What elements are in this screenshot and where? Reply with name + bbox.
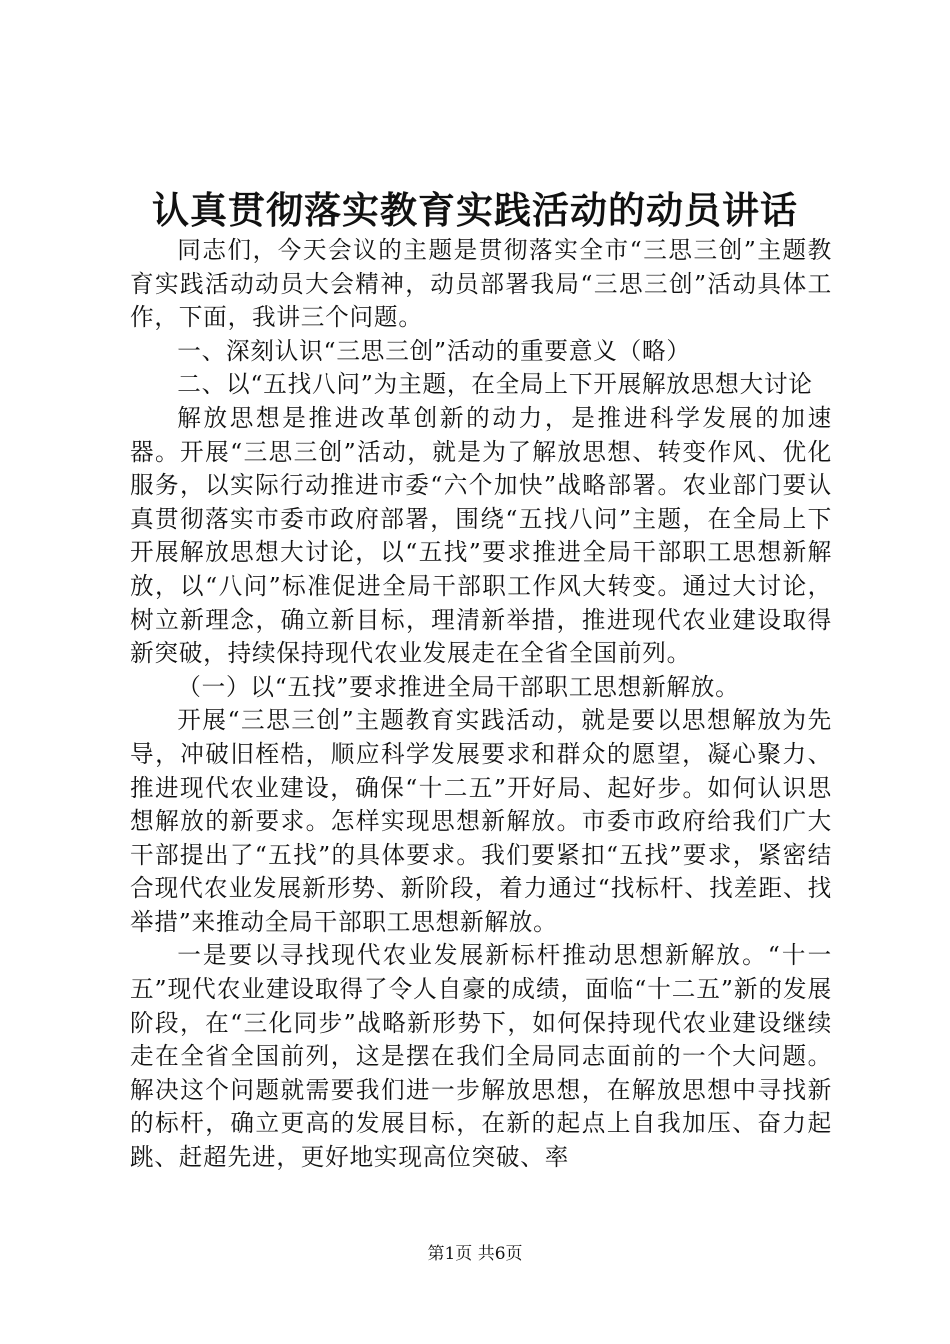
paragraph-benchmark: 一是要以寻找现代农业发展新标杆推动思想新解放。“十一五”现代农业建设取得了令人自豪的成绩，面临“十二五”新的发展阶段，在“三化同步”战略新形势下，如何保持现代农业建设继续走在全省全国前列，这是摆在我们全局同志面前的一个大问题。解决这个问题就需要我们进一步解放思想，在解放思想中寻找新的标杆，确立更高的发展目标，在新的起点上自我加压、奋力起跳、赶超先进，更好地实现高位突破、率 (130, 941, 832, 1172)
document-title: 认真贯彻落实教育实践活动的动员讲话 (152, 188, 798, 232)
paragraph-activity: 开展“三思三创”主题教育实践活动，就是要以思想解放为先导，冲破旧桎梏，顺应科学发展要求和群众的愿望，凝心聚力、推进现代农业建设，确保“十二五”开好局、起好步。如何认识思想解放的新要求。怎样实现思想新解放。市委市政府给我们广大干部提出了“五找”的具体要求。我们要紧扣“五找”要求，紧密结合现代农业发展新形势、新阶段，着力通过“找标杆、找差距、找举措”来推动全局干部职工思想新解放。 (130, 706, 832, 936)
heading-section-1: 一、深刻认识“三思三创”活动的重要意义（略） (177, 336, 691, 365)
document-body (130, 234, 832, 1175)
paragraph-liberation: 解放思想是推进改革创新的动力，是推进科学发展的加速器。开展“三思三创”活动，就是为了解放思想、转变作风、优化服务，以实际行动推进市委“六个加快”战略部署。农业部门要认真贯彻落实市委市政府部署，围绕“五找八问”主题，在全局上下开展解放思想大讨论，以“五找”要求推进全局干部职工思想新解放，以“八问”标准促进全局干部职工作风大转变。通过大讨论，树立新理念，确立新目标，理清新举措，推进现代农业建设取得新突破，持续保持现代农业发展走在全省全国前列。 (130, 403, 832, 668)
page-number: 第1页 共6页 (427, 1244, 523, 1264)
paragraph-intro: 同志们，今天会议的主题是贯彻落实全市“三思三创”主题教育实践活动动员大会精神，动员部署我局“三思三创”活动具体工作，下面，我讲三个问题。 (130, 236, 832, 332)
heading-subsection-1: （一）以“五找”要求推进全局干部职工思想新解放。 (177, 672, 740, 701)
heading-section-2: 二、以“五找八问”为主题，在全局上下开展解放思想大讨论 (177, 370, 813, 399)
